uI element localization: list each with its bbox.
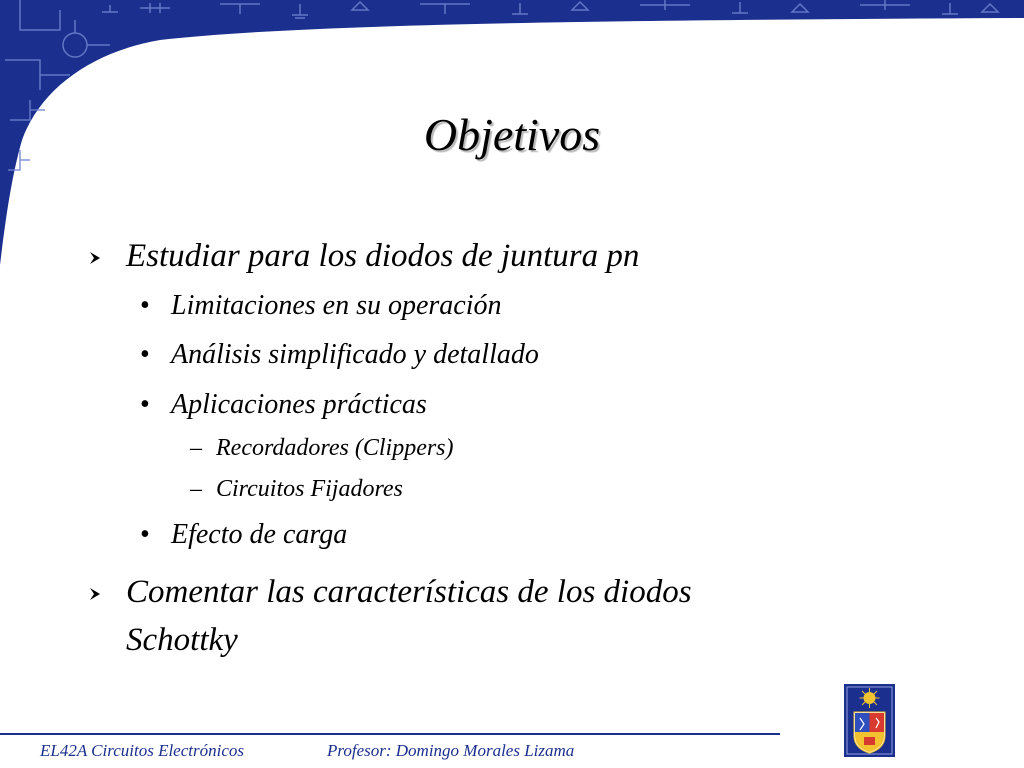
sub-bullet-text: Aplicaciones prácticas bbox=[171, 389, 427, 420]
bullet-text-continued: Schottky bbox=[126, 622, 238, 658]
sub-bullet-text: Análisis simplificado y detallado bbox=[171, 339, 539, 370]
dot-bullet-icon: • bbox=[140, 519, 150, 550]
dash-bullet-icon: – bbox=[190, 435, 202, 461]
arrowhead-bullet-icon bbox=[88, 251, 102, 265]
sub-sub-bullet-text: Recordadores (Clippers) bbox=[216, 435, 454, 461]
bullet-text: Comentar las características de los diodos bbox=[126, 574, 692, 610]
dash-bullet-icon: – bbox=[190, 476, 202, 502]
sub-sub-bullet-text: Circuitos Fijadores bbox=[216, 476, 403, 502]
sub-bullet-text: Efecto de carga bbox=[171, 519, 348, 550]
sub-bullet-text: Limitaciones en su operación bbox=[171, 290, 502, 321]
dot-bullet-icon: • bbox=[140, 290, 150, 321]
arrowhead-bullet-icon bbox=[88, 587, 102, 601]
dot-bullet-icon: • bbox=[140, 389, 150, 420]
bullet-text: Estudiar para los diodos de juntura pn bbox=[126, 238, 640, 274]
slide-title: Objetivos bbox=[423, 109, 601, 160]
footer-course: EL42A Circuitos Electrónicos bbox=[40, 741, 244, 760]
dot-bullet-icon: • bbox=[140, 339, 150, 370]
university-crest-icon bbox=[844, 684, 895, 757]
footer-professor: Profesor: Domingo Morales Lizama bbox=[327, 741, 575, 760]
footer-divider bbox=[0, 733, 780, 735]
